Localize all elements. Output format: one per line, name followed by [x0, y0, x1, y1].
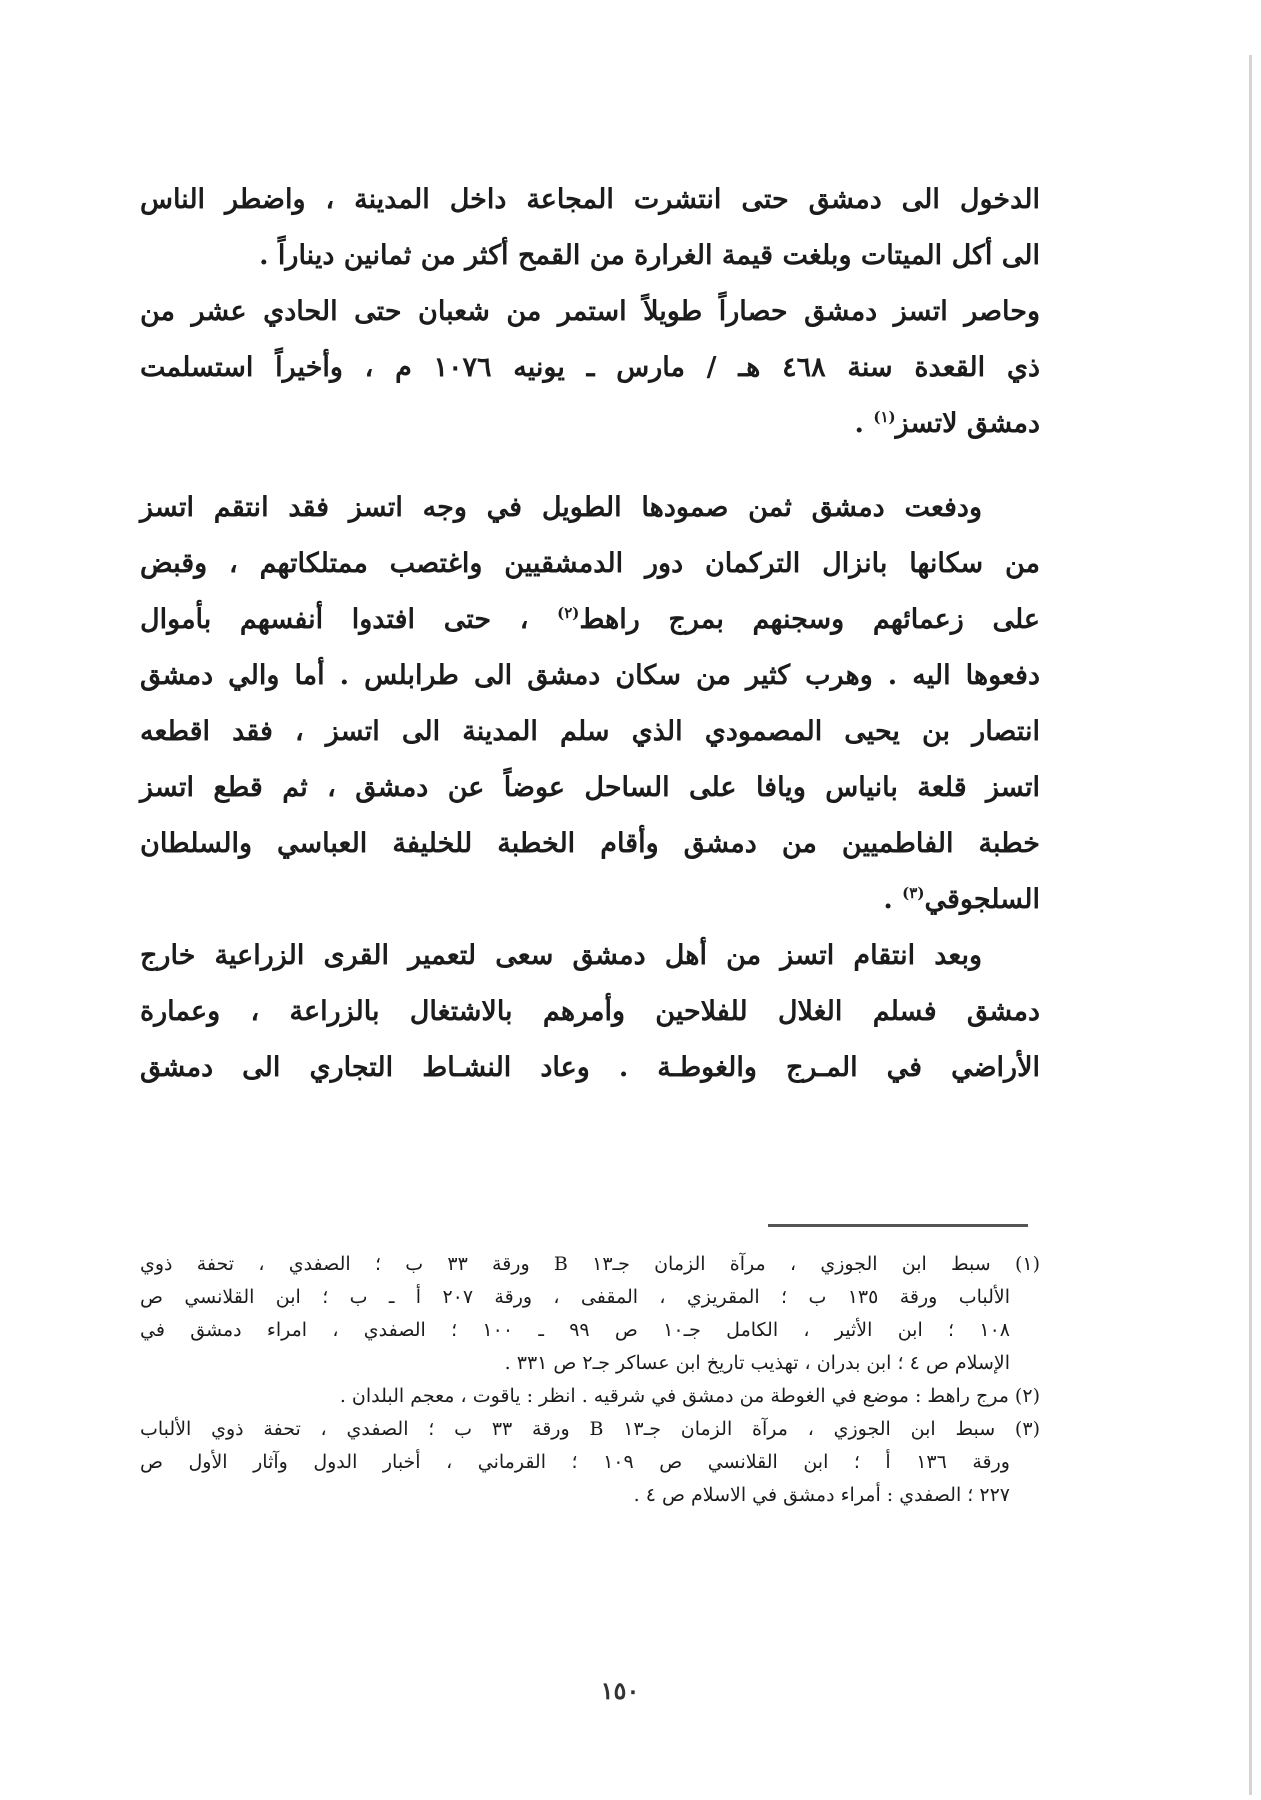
text-line: الدخول الى دمشق حتى انتشرت المجاعة داخل المدينة ، واضطر الناس: [140, 184, 1040, 215]
footnote-line: ٢٢٧ ؛ الصفدي : أمراء دمشق في الاسلام ص ٤ .: [633, 1484, 1010, 1506]
text-line: الى أكل الميتات وبلغت قيمة الغرارة من القمح أكثر من ثمانين ديناراً .: [259, 240, 1040, 271]
footnote-line: (٣) سبط ابن الجوزي ، مرآة الزمان جـ١٣ B ورقة ٣٣ ب ؛ الصفدي ، تحفة ذوي الألباب: [140, 1418, 1040, 1440]
footnote-reference[interactable]: (٢): [557, 604, 580, 622]
footnote-line: (١) سبط ابن الجوزي ، مرآة الزمان جـ١٣ B ورقة ٣٣ ب ؛ الصفدي ، تحفة ذوي: [140, 1253, 1041, 1275]
text-run: السلجوقي: [924, 884, 1040, 915]
text-line: ذي القعدة سنة ٤٦٨ هـ / مارس ـ يونيه ١٠٧٦ م ، وأخيراً استسلمت: [140, 352, 1040, 383]
text-line: دمشق فسلم الغلال للفلاحين وأمرهم بالاشتغال بالزراعة ، وعمارة: [140, 996, 1040, 1027]
footnote-1: [140, 1248, 1040, 1380]
footnote-line: ١٠٨ ؛ ابن الأثير ، الكامل جـ١٠ ص ٩٩ ـ ١٠٠ ؛ الصفدي ، امراء دمشق في: [140, 1319, 1010, 1341]
text-line: وحاصر اتسز دمشق حصاراً طويلاً استمر من شعبان حتى الحادي عشر من: [140, 296, 1040, 327]
text-line: وبعد انتقام اتسز من أهل دمشق سعى لتعمير القرى الزراعية خارج: [140, 940, 982, 971]
footnote-3: [140, 1413, 1040, 1512]
page-edge-line: [1249, 55, 1252, 1795]
text-line: [140, 396, 1040, 452]
text-run: على زعمائهم وسجنهم بمرج راهط: [579, 604, 1041, 635]
footnote-separator: [768, 1224, 1028, 1227]
text-line: انتصار بن يحيى المصمودي الذي سلم المدينة الى اتسز ، فقد اقطعه: [140, 716, 1040, 747]
footnote-line: الألباب ورقة ١٣٥ ب ؛ المقريزي ، المقفى ، ورقة ٢٠٧ أ ـ ب ؛ ابن القلانسي ص: [140, 1286, 1011, 1308]
footnote-line: ورقة ١٣٦ أ ؛ ابن القلانسي ص ١٠٩ ؛ القرماني ، أخبار الدول وآثار الأول ص: [140, 1451, 1010, 1473]
footnotes: [140, 1248, 1040, 1512]
footnote-line: الإسلام ص ٤ ؛ ابن بدران ، تهذيب تاريخ ابن عساكر جـ٢ ص ٣٣١ .: [504, 1352, 1010, 1374]
text-line: [140, 592, 1040, 648]
text-line: [140, 872, 1040, 928]
text-run: .: [883, 884, 903, 915]
main-text: [140, 172, 1040, 1096]
text-run: ، حتى افتدوا أنفسهم بأموال: [140, 604, 558, 635]
footnote-reference[interactable]: (٣): [902, 884, 925, 902]
footnote-line: (٢) مرج راهط : موضع في الغوطة من دمشق في شرقيه . انظر : ياقوت ، معجم البلدان .: [339, 1385, 1040, 1407]
footnote-reference[interactable]: (١): [873, 408, 896, 426]
text-line: خطبة الفاطميين من دمشق وأقام الخطبة للخليفة العباسي والسلطان: [140, 828, 1040, 859]
text-line: من سكانها بانزال التركمان دور الدمشقيين واغتصب ممتلكاتهم ، وقبض: [140, 548, 1040, 579]
text-line: دفعوها اليه . وهرب كثير من سكان دمشق الى طرابلس . أما والي دمشق: [140, 660, 1040, 691]
text-line: الأراضي في المـرج والغوطـة . وعاد النشـاط التجاري الى دمشق: [140, 1052, 1040, 1083]
text-line: اتسز قلعة بانياس ويافا على الساحل عوضاً عن دمشق ، ثم قطع اتسز: [140, 772, 1040, 803]
footnote-2: [140, 1380, 1040, 1413]
text-run: دمشق لاتسز: [895, 408, 1040, 439]
text-run: .: [854, 408, 874, 439]
page-number: ١٥٠: [600, 1676, 640, 1705]
paragraph-gap: [140, 452, 1040, 480]
text-line: ودفعت دمشق ثمن صمودها الطويل في وجه اتسز فقد انتقم اتسز: [140, 492, 982, 523]
